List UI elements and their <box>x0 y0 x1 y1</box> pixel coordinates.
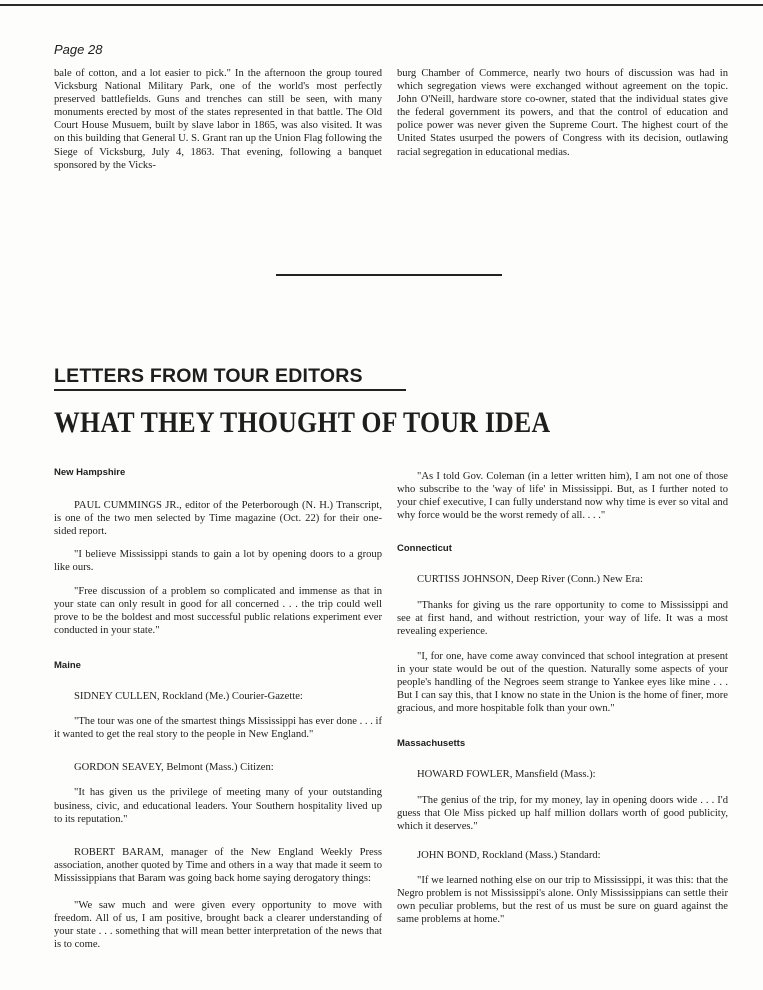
paragraph: "I believe Mississippi stands to gain a lot by opening doors to a group like ours. <box>54 549 382 574</box>
paragraph: "We saw much and were given every opportunity to move with freedom. All of us, I am positive, brought back a clearer understanding of your state . . . something that will mean better interpretation of the news that is to come. <box>54 899 382 951</box>
state-heading-maine: Maine <box>54 659 81 671</box>
paragraph: CURTISS JOHNSON, Deep River (Conn.) New Era: <box>417 574 643 586</box>
letters-left-column <box>54 466 382 951</box>
paragraph: GORDON SEAVEY, Belmont (Mass.) Citizen: <box>74 762 274 774</box>
top-border-line <box>0 4 763 6</box>
letters-right-column <box>397 470 728 926</box>
article-headline: WHAT THEY THOUGHT OF TOUR IDEA <box>54 406 551 439</box>
paragraph: JOHN BOND, Rockland (Mass.) Standard: <box>417 849 601 861</box>
paragraph: "As I told Gov. Coleman (in a letter written him), I am not one of those who subscribe to the 'way of life' in Mississippi. But, as I further noted to your chief executive, I can fully understand now why time is ever so vital and why force would be the worst remedy of all. . . ." <box>397 471 728 522</box>
paragraph: PAUL CUMMINGS JR., editor of the Peterborough (N. H.) Transcript, is one of the two men selected by Time magazine (Oct. 22) for their one-sided report. <box>54 500 382 538</box>
paragraph: "If we learned nothing else on our trip to Mississippi, it was this: that the Negro problem is not Mississippi's alone. Only Mississippians can settle their own peculiar problems, but the rest of us must be sure on guard against the same problems at home." <box>397 874 728 926</box>
paragraph: "The genius of the trip, for my money, lay in opening doors wide . . . I'd guess that Ole Miss picked up half million dollars worth of good publicity, which it deserves." <box>397 794 728 832</box>
state-heading-connecticut: Connecticut <box>397 543 452 555</box>
paragraph: "I, for one, have come away convinced that school integration at present in your state would be out of the question. Naturally some aspects of your people's handling of the Negroes seem strange to Yankee eyes like mine . . . But I can say this, that I know no state in the Union is the home of finer, more gracious, and more hospitable folk than your own." <box>397 650 728 715</box>
page-number: Page 28 <box>54 42 103 57</box>
top-right-paragraph: burg Chamber of Commerce, nearly two hours of discussion was had in which segregation views were exchanged without agreement on the topic. John O'Neill, hardware store co-owner, stated that the individual states give the federal government its powers, and that the control of education and police power was never given the Supreme Court. The highest court of the United States usurped the powers of Congress with its decision, outlawing racial segregation in educational medias. <box>397 68 728 158</box>
state-heading-new-hampshire: New Hampshire <box>54 467 126 478</box>
section-divider <box>276 274 502 276</box>
paragraph: "Free discussion of a problem so complicated and immense as that in your state can only result in good for all concerned . . . the trip could well prove to be the boldest and most successful public relations experiment ever conducted in your state." <box>54 585 382 636</box>
top-left-paragraph: bale of cotton, and a lot easier to pick." In the afternoon the group toured Vicksburg National Military Park, one of the world's most perfectly preserved battlefields. Guns and trenches can still be seen, with many monuments erected by most of the states represented in that battle. The Old Court House Musuem, built by slave labor in 1865, was also visited. It was on this building that General U. S. Grant ran up the Union Flag following the Siege of Vicksburg, July 4, 1863. That evening, following a banquet sponsored by the Vicks- <box>54 68 382 171</box>
paragraph: "It has given us the privilege of meeting many of your outstanding business, civic, and educational leaders. Your Southern hospitality lived up to its reputation." <box>54 787 382 825</box>
paragraph: "Thanks for giving us the rare opportunity to come to Mississippi and see at first hand, and without restriction, your way of life. It was a most revealing experience. <box>397 599 728 637</box>
paragraph: HOWARD FOWLER, Mansfield (Mass.): <box>417 769 596 781</box>
top-right-column <box>397 67 728 159</box>
section-title: LETTERS FROM TOUR EDITORS <box>54 365 406 391</box>
paragraph: SIDNEY CULLEN, Rockland (Me.) Courier-Gazette: <box>74 691 303 703</box>
top-left-column <box>54 67 382 172</box>
state-heading-massachusetts: Massachusetts <box>397 738 466 750</box>
paragraph: ROBERT BARAM, manager of the New England Weekly Press association, another quoted by Time and others in a way that made it seem to Mississippians that Baram was going back home saying derogatory things: <box>54 846 382 884</box>
paragraph: "The tour was one of the smartest things Mississippi has ever done . . . if it wanted to get the real story to the people in New England." <box>54 716 382 741</box>
